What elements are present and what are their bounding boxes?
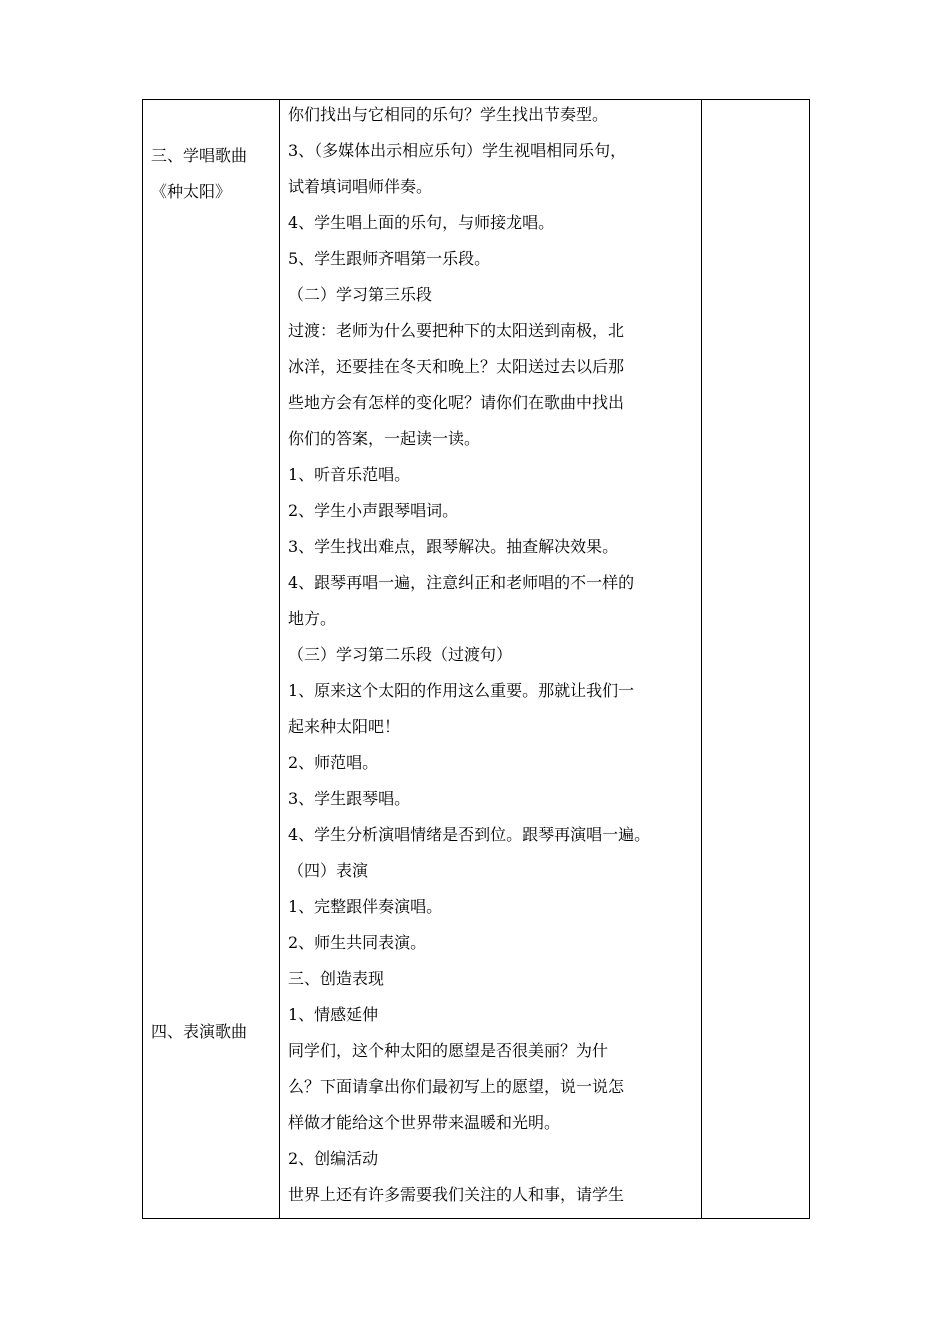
text-line: 4、学生分析演唱情绪是否到位。跟琴再演唱一遍。: [288, 825, 651, 844]
text-line: 起来种太阳吧！: [288, 717, 401, 736]
content-lines: [280, 100, 701, 1218]
text-line: 1、原来这个太阳的作用这么重要。那就让我们一: [288, 681, 635, 700]
text-line: 2、师生共同表演。: [288, 933, 427, 952]
text-line: （二）学习第三乐段: [288, 285, 433, 304]
section4-title: 四、表演歌曲: [151, 1022, 248, 1041]
text-line: 1、完整跟伴奏演唱。: [288, 897, 443, 916]
notes-column: [702, 100, 810, 1219]
text-line: 4、学生唱上面的乐句，与师接龙唱。: [288, 213, 555, 232]
section-column: [143, 100, 280, 1219]
text-line: 你们找出与它相同的乐句？学生找出节奏型。: [288, 105, 609, 124]
text-line: 1、情感延伸: [288, 1005, 379, 1024]
table-row: [143, 100, 810, 1219]
text-line: 些地方会有怎样的变化呢？请你们在歌曲中找出: [288, 393, 625, 412]
text-line: （四）表演: [288, 861, 369, 880]
section3-title: 三、学唱歌曲: [151, 146, 248, 165]
text-line: 4、跟琴再唱一遍，注意纠正和老师唱的不一样的: [288, 573, 635, 592]
text-line: 三、创造表现: [288, 969, 385, 988]
text-line: （三）学习第二乐段（过渡句）: [288, 645, 513, 664]
lesson-plan-table: [142, 99, 810, 1219]
text-line: 3、（多媒体出示相应乐句）学生视唱相同乐句，: [288, 141, 627, 160]
text-line: 3、学生找出难点，跟琴解决。抽查解决效果。: [288, 537, 619, 556]
text-line: 地方。: [288, 609, 337, 628]
text-line: 同学们，这个种太阳的愿望是否很美丽？为什: [288, 1041, 609, 1060]
text-line: 么？下面请拿出你们最初写上的愿望，说一说怎: [288, 1077, 625, 1096]
text-line: 5、学生跟师齐唱第一乐段。: [288, 249, 491, 268]
text-line: 3、学生跟琴唱。: [288, 789, 411, 808]
text-line: 2、创编活动: [288, 1149, 379, 1168]
text-line: 1、听音乐范唱。: [288, 465, 411, 484]
text-line: 样做才能给这个世界带来温暖和光明。: [288, 1113, 561, 1132]
text-line: 2、师范唱。: [288, 753, 379, 772]
content-column: [280, 100, 702, 1219]
text-line: 你们的答案，一起读一读。: [288, 429, 481, 448]
text-line: 2、学生小声跟琴唱词。: [288, 501, 459, 520]
text-line: 试着填词唱师伴奏。: [288, 177, 433, 196]
text-line: 冰洋，还要挂在冬天和晚上？太阳送过去以后那: [288, 357, 625, 376]
text-line: 世界上还有许多需要我们关注的人和事，请学生: [288, 1185, 625, 1204]
text-line: 过渡：老师为什么要把种下的太阳送到南极，北: [288, 321, 625, 340]
section3-song-name: 《种太阳》: [151, 182, 232, 201]
